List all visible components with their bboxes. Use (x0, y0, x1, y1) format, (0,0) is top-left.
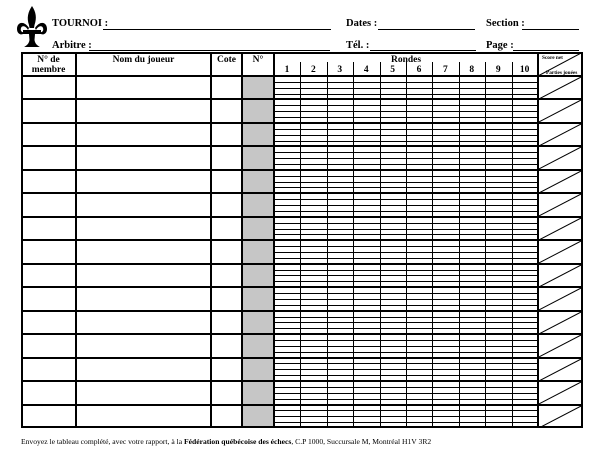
score-diagonal-line (538, 287, 583, 310)
score-cell-diagonal[interactable] (538, 334, 583, 357)
header-divider (21, 75, 583, 77)
round-number-3: 3 (337, 65, 343, 75)
round-subline (274, 199, 538, 200)
score-diagonal-line (538, 405, 583, 428)
score-cell-diagonal[interactable] (538, 193, 583, 216)
round-subline (274, 322, 538, 323)
player-row-divider (21, 380, 583, 382)
score-header-diagonal-line (538, 52, 583, 76)
round-subline (274, 340, 538, 341)
player-row-divider (21, 357, 583, 359)
round-number-2: 2 (311, 65, 316, 75)
round-subline (274, 205, 538, 206)
player-row-divider (21, 286, 583, 288)
col-header-rondes: Rondes (390, 55, 422, 65)
section-label: Section : (486, 18, 525, 29)
round-subline (274, 363, 538, 364)
score-diagonal-line (538, 76, 583, 99)
col-header-membre-line1: N° de (37, 55, 60, 65)
round-subline (274, 293, 538, 294)
score-diagonal-line (538, 381, 583, 404)
player-row-divider (21, 145, 583, 147)
round-subline (274, 393, 538, 394)
col-header-nom: Nom du joueur (112, 55, 175, 65)
arbitre-label: Arbitre : (52, 40, 92, 51)
round-subline (274, 158, 538, 159)
score-cell-diagonal[interactable] (538, 99, 583, 122)
round-subline (274, 422, 538, 423)
player-row-divider (21, 216, 583, 218)
score-diagonal-line (538, 264, 583, 287)
player-row-divider (21, 263, 583, 265)
player-row-divider (21, 98, 583, 100)
fleur-de-lis-icon (16, 6, 48, 48)
round-number-10: 10 (519, 65, 530, 75)
score-cell-diagonal[interactable] (538, 76, 583, 99)
round-subline (274, 281, 538, 282)
round-number-7: 7 (443, 65, 448, 75)
round-subline (274, 410, 538, 411)
player-row-divider (21, 169, 583, 171)
score-cell-diagonal[interactable] (538, 240, 583, 263)
round-subline (274, 152, 538, 153)
round-subline (274, 187, 538, 188)
player-row-divider (21, 333, 583, 335)
round-subline (274, 369, 538, 370)
round-number-1: 1 (284, 65, 290, 75)
round-subline (274, 141, 538, 142)
score-cell-diagonal[interactable] (538, 311, 583, 334)
footer-note (21, 437, 431, 446)
crosstable-grid (21, 52, 583, 428)
round-subline (274, 299, 538, 300)
round-subline (274, 176, 538, 177)
round-subline (274, 94, 538, 95)
tournoi-field[interactable] (103, 29, 331, 30)
round-subline (274, 275, 538, 276)
col-header-no: N° (252, 55, 264, 65)
score-diagonal-line (538, 311, 583, 334)
round-subline (274, 352, 538, 353)
round-subline (274, 258, 538, 259)
score-diagonal-line (538, 240, 583, 263)
round-subline (274, 270, 538, 271)
round-subline (274, 229, 538, 230)
round-number-6: 6 (416, 65, 422, 75)
round-number-8: 8 (469, 65, 475, 75)
round-subline (274, 416, 538, 417)
tournoi-label: TOURNOI : (52, 18, 109, 29)
score-cell-diagonal[interactable] (538, 170, 583, 193)
round-subline (274, 82, 538, 83)
round-subline (274, 88, 538, 89)
score-header-diagonal (538, 52, 583, 76)
round-subline (274, 105, 538, 106)
round-subline (274, 346, 538, 347)
round-subline (274, 317, 538, 318)
score-diagonal-line (538, 99, 583, 122)
page-label: Page : (486, 40, 514, 51)
round-number-5: 5 (390, 65, 395, 75)
round-subline (274, 375, 538, 376)
player-row-divider (21, 122, 583, 124)
round-subline (274, 111, 538, 112)
round-subline (274, 234, 538, 235)
round-number-4: 4 (363, 65, 369, 75)
score-cell-diagonal[interactable] (538, 405, 583, 428)
round-subline (274, 223, 538, 224)
round-subline (274, 164, 538, 165)
score-diagonal-line (538, 193, 583, 216)
score-cell-diagonal[interactable] (538, 146, 583, 169)
tel-label: Tél. : (346, 40, 370, 51)
round-subline (274, 211, 538, 212)
score-diagonal-line (538, 123, 583, 146)
round-subline (274, 135, 538, 136)
player-row-divider (21, 404, 583, 406)
section-field[interactable] (522, 29, 579, 30)
score-diagonal-line (538, 170, 583, 193)
score-cell-diagonal[interactable] (538, 287, 583, 310)
dates-label: Dates : (346, 18, 378, 29)
footer-federation-name: Fédération québécoise des échecs (183, 437, 292, 446)
tel-field[interactable] (370, 50, 476, 51)
round-subline (274, 246, 538, 247)
score-cell-diagonal[interactable] (538, 123, 583, 146)
footer-text-before: Envoyez le tableau complété, avec votre rapport, à la (21, 437, 184, 446)
round-subline (274, 252, 538, 253)
score-diagonal-line (538, 146, 583, 169)
round-subline (274, 129, 538, 130)
dates-field[interactable] (378, 29, 475, 30)
page-field[interactable] (513, 50, 579, 51)
round-subline (274, 305, 538, 306)
score-diagonal-line (538, 217, 583, 240)
col-header-score-net: Score net (542, 55, 563, 61)
round-subline (274, 117, 538, 118)
arbitre-field[interactable] (89, 50, 330, 51)
col-header-cote: Cote (217, 55, 236, 65)
col-header-parties-jouees: Parties jouées (546, 70, 578, 76)
round-number-9: 9 (495, 65, 501, 75)
player-row-divider (21, 192, 583, 194)
footer-text-after: , C.P 1000, Succursale M, Montréal H1V 3R2 (291, 437, 432, 446)
round-subline (274, 387, 538, 388)
score-cell-diagonal[interactable] (538, 217, 583, 240)
col-header-membre-line2: membre (31, 65, 66, 75)
round-subline (274, 399, 538, 400)
round-subline (274, 328, 538, 329)
score-diagonal-line (538, 334, 583, 357)
player-row-divider (21, 310, 583, 312)
score-cell-diagonal[interactable] (538, 358, 583, 381)
score-cell-diagonal[interactable] (538, 381, 583, 404)
player-row-divider (21, 239, 583, 241)
score-cell-diagonal[interactable] (538, 264, 583, 287)
score-diagonal-line (538, 358, 583, 381)
round-subline (274, 182, 538, 183)
